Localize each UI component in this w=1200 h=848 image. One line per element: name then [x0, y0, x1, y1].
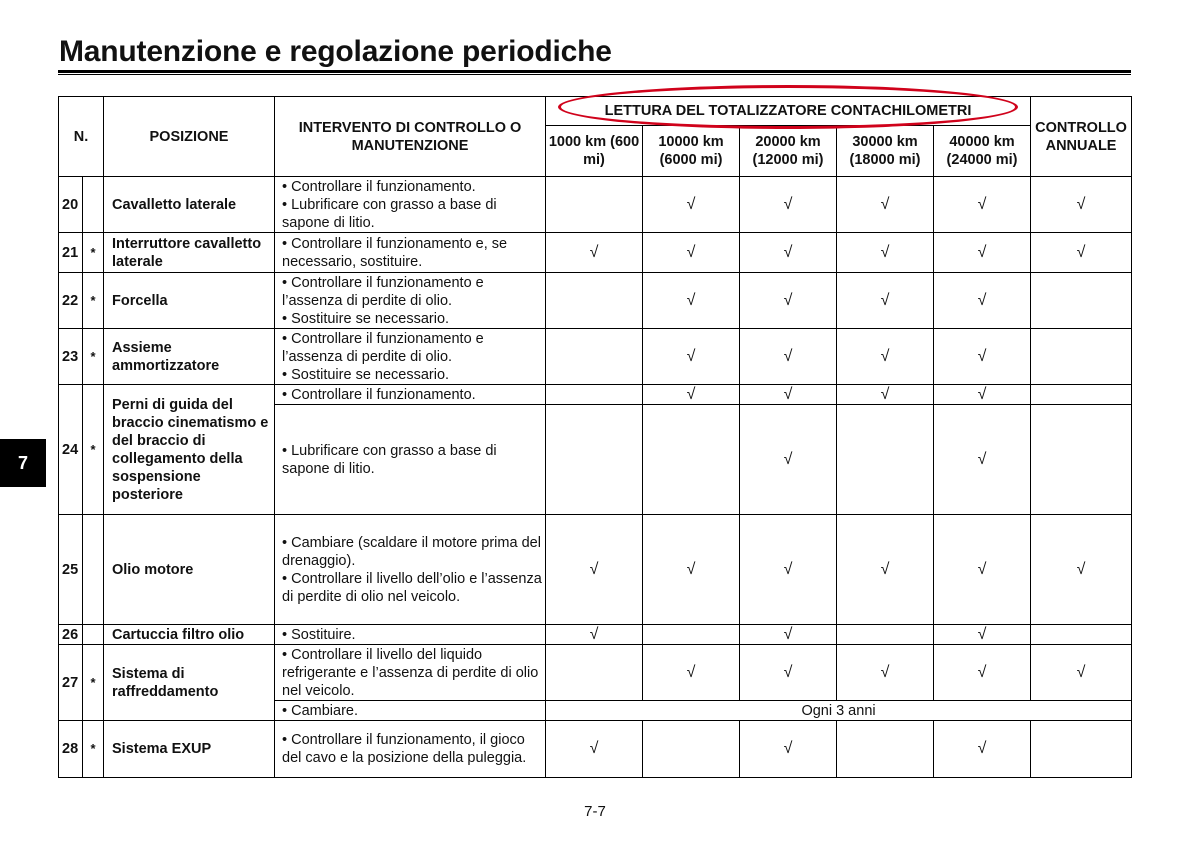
action-cell	[275, 645, 546, 701]
row-position: Perni di guida del braccio cinematismo e del braccio di collegamento della sospensione posteriore	[104, 385, 275, 515]
check-cell: √	[837, 515, 934, 625]
action-cell	[275, 329, 546, 385]
row-position: Forcella	[104, 273, 275, 329]
header-reading-label: LETTURA DEL TOTALIZZATORE CONTACHILOMETRI	[604, 103, 972, 119]
check-cell: √	[1031, 177, 1132, 233]
check-cell: √	[934, 329, 1031, 385]
check-cell: √	[740, 233, 837, 273]
check-cell	[1031, 273, 1132, 329]
row-number: 20	[59, 177, 83, 233]
action-line: • Controllare il funzionamento e l’assenza di perdite di olio.	[282, 330, 484, 365]
action-line: • Controllare il funzionamento e l’assenza di perdite di olio.	[282, 274, 484, 309]
row-number: 26	[59, 625, 83, 645]
check-cell: √	[643, 233, 740, 273]
check-cell	[643, 721, 740, 778]
action-cell	[275, 721, 546, 778]
action-cell	[275, 405, 546, 515]
check-cell: √	[546, 233, 643, 273]
interval-span-cell: Ogni 3 anni	[546, 701, 1132, 721]
header-position: POSIZIONE	[104, 97, 275, 177]
page-title: Manutenzione e regolazione periodiche	[59, 35, 612, 68]
action-line: • Controllare il funzionamento.	[282, 386, 476, 403]
row-position: Cartuccia filtro olio	[104, 625, 275, 645]
maintenance-table	[58, 96, 1132, 778]
table-row	[59, 625, 1132, 645]
action-line: • Controllare il funzionamento, il gioco del cavo e la posizione della puleggia.	[282, 732, 527, 766]
action-line: • Lubrificare con grasso a base di sapone di litio.	[282, 196, 497, 231]
check-cell	[837, 405, 934, 515]
header-annual: CONTROLLO ANNUALE	[1031, 97, 1132, 177]
header-interval: 20000 km (12000 mi)	[740, 126, 837, 177]
row-position: Cavalletto laterale	[104, 177, 275, 233]
check-cell: √	[1031, 233, 1132, 273]
row-star: *	[83, 233, 104, 273]
action-line: • Cambiare.	[282, 702, 358, 719]
table-row	[59, 645, 1132, 701]
action-cell	[275, 233, 546, 273]
check-cell: √	[934, 721, 1031, 778]
row-number: 24	[59, 385, 83, 515]
row-number: 22	[59, 273, 83, 329]
row-star: *	[83, 721, 104, 778]
row-star	[83, 515, 104, 625]
row-position: Interruttore cavalletto laterale	[104, 233, 275, 273]
section-tab: 7	[0, 439, 46, 487]
check-cell: √	[740, 329, 837, 385]
row-number: 25	[59, 515, 83, 625]
check-cell: √	[740, 385, 837, 405]
check-cell: √	[740, 273, 837, 329]
check-cell	[1031, 329, 1132, 385]
check-cell	[546, 273, 643, 329]
check-cell: √	[934, 273, 1031, 329]
check-cell: √	[643, 385, 740, 405]
check-cell	[837, 625, 934, 645]
row-number: 21	[59, 233, 83, 273]
header-interval: 40000 km (24000 mi)	[934, 126, 1031, 177]
check-cell	[1031, 385, 1132, 405]
action-line: • Sostituire se necessario.	[282, 310, 450, 327]
check-cell: √	[837, 177, 934, 233]
check-cell: √	[1031, 515, 1132, 625]
check-cell	[1031, 721, 1132, 778]
action-line: • Sostituire se necessario.	[282, 366, 450, 383]
check-cell: √	[837, 385, 934, 405]
check-cell	[643, 625, 740, 645]
header-reading	[546, 97, 1031, 126]
action-line: • Lubrificare con grasso a base di sapone di litio.	[282, 442, 497, 477]
check-cell: √	[837, 329, 934, 385]
check-cell: √	[546, 721, 643, 778]
row-star	[83, 177, 104, 233]
check-cell: √	[546, 625, 643, 645]
check-cell: √	[740, 405, 837, 515]
table-row	[59, 515, 1132, 625]
check-cell	[1031, 405, 1132, 515]
row-position: Assieme ammortizzatore	[104, 329, 275, 385]
check-cell	[546, 645, 643, 701]
check-cell	[837, 721, 934, 778]
check-cell	[1031, 625, 1132, 645]
action-cell	[275, 515, 546, 625]
action-cell	[275, 625, 546, 645]
check-cell	[546, 385, 643, 405]
header-interval: 30000 km (18000 mi)	[837, 126, 934, 177]
row-star: *	[83, 645, 104, 721]
action-line: • Controllare il livello del liquido refrigerante e l’assenza di perdite di olio nel veicolo.	[282, 646, 539, 699]
check-cell: √	[934, 385, 1031, 405]
row-number: 27	[59, 645, 83, 721]
check-cell	[643, 405, 740, 515]
table-body	[59, 177, 1132, 778]
row-star: *	[83, 329, 104, 385]
table-row	[59, 329, 1132, 385]
check-cell: √	[1031, 645, 1132, 701]
action-line: • Sostituire.	[282, 626, 356, 643]
row-star: *	[83, 385, 104, 515]
check-cell: √	[740, 721, 837, 778]
check-cell: √	[546, 515, 643, 625]
check-cell: √	[934, 625, 1031, 645]
page-number: 7-7	[584, 803, 606, 820]
check-cell: √	[837, 273, 934, 329]
check-cell: √	[934, 405, 1031, 515]
action-line: • Controllare il livello dell’olio e l’assenza di perdite di olio nel veicolo.	[282, 570, 542, 605]
table-row	[59, 721, 1132, 778]
check-cell	[546, 177, 643, 233]
row-star: *	[83, 273, 104, 329]
check-cell: √	[740, 625, 837, 645]
row-position: Sistema EXUP	[104, 721, 275, 778]
action-cell	[275, 385, 546, 405]
check-cell: √	[934, 233, 1031, 273]
check-cell: √	[740, 177, 837, 233]
check-cell: √	[643, 273, 740, 329]
action-cell	[275, 701, 546, 721]
action-line: • Controllare il funzionamento e, se necessario, sostituire.	[282, 235, 508, 270]
action-cell	[275, 177, 546, 233]
table-row	[59, 177, 1132, 233]
row-number: 28	[59, 721, 83, 778]
check-cell: √	[934, 515, 1031, 625]
check-cell: √	[837, 233, 934, 273]
table-row	[59, 233, 1132, 273]
check-cell: √	[934, 177, 1031, 233]
header-interval: 1000 km (600 mi)	[546, 126, 643, 177]
check-cell: √	[740, 515, 837, 625]
header-intervention: INTERVENTO DI CONTROLLO O MANUTENZIONE	[275, 97, 546, 177]
header-num: N.	[59, 97, 104, 177]
action-line: • Controllare il funzionamento.	[282, 178, 476, 195]
table-row	[59, 385, 1132, 405]
check-cell	[546, 405, 643, 515]
row-position: Olio motore	[104, 515, 275, 625]
title-rule	[58, 70, 1131, 75]
row-position: Sistema di raffreddamento	[104, 645, 275, 721]
row-star	[83, 625, 104, 645]
check-cell: √	[643, 329, 740, 385]
action-line: • Cambiare (scaldare il motore prima del drenaggio).	[282, 534, 541, 569]
check-cell: √	[740, 645, 837, 701]
table-row	[59, 273, 1132, 329]
row-number: 23	[59, 329, 83, 385]
header-interval: 10000 km (6000 mi)	[643, 126, 740, 177]
check-cell: √	[643, 177, 740, 233]
check-cell: √	[643, 645, 740, 701]
check-cell	[546, 329, 643, 385]
check-cell: √	[934, 645, 1031, 701]
check-cell: √	[643, 515, 740, 625]
action-cell	[275, 273, 546, 329]
check-cell: √	[837, 645, 934, 701]
